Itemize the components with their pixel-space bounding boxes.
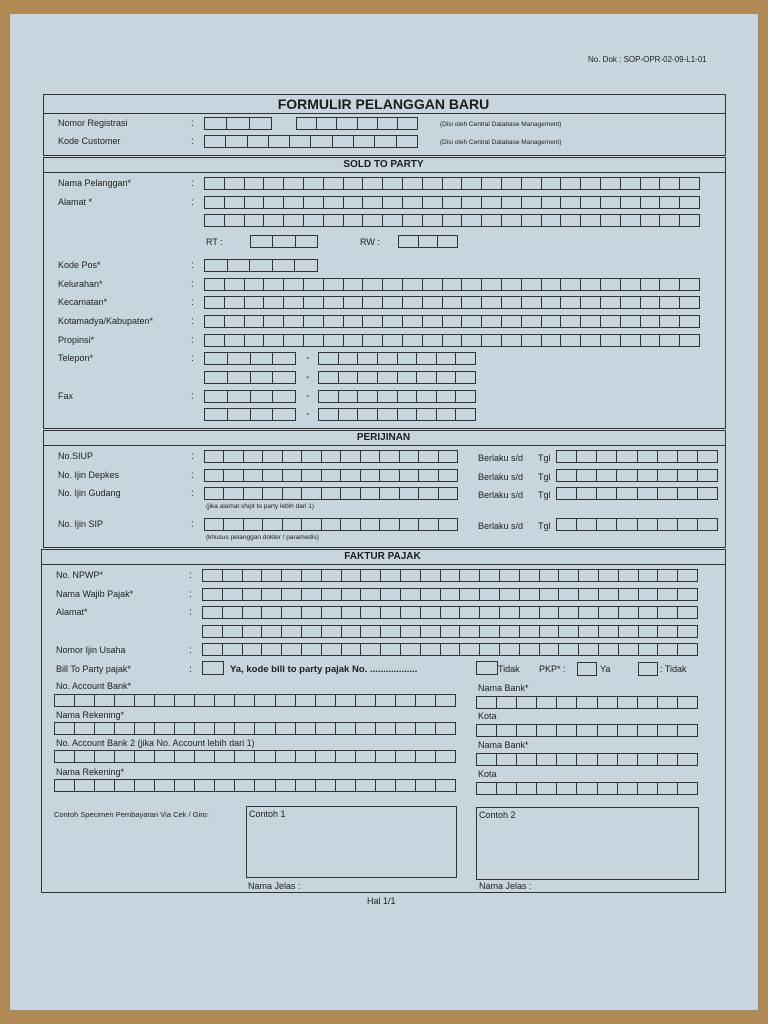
account-bank-label: No. Account Bank* <box>56 681 132 691</box>
rw-label: RW : <box>360 237 380 247</box>
nama-jelas-2-label: Nama Jelas : <box>479 881 532 891</box>
bill-to-ya-checkbox[interactable] <box>202 661 224 675</box>
sip-field[interactable] <box>204 518 458 531</box>
telepon-area-2[interactable] <box>204 371 296 384</box>
registrasi-note: (Disi oleh Central Database Management) <box>440 121 562 128</box>
kecamatan-label: Kecamatan* <box>58 297 108 307</box>
nama-rekening-2-label: Nama Rekening* <box>56 767 125 777</box>
colon: : <box>191 519 194 530</box>
faktur-divider <box>41 564 725 565</box>
gudang-label: No. Ijin Gudang <box>58 488 121 498</box>
nomor-registrasi-field-b[interactable] <box>296 117 418 130</box>
npwp-field[interactable] <box>202 569 698 582</box>
colon: : <box>189 589 192 600</box>
colon: : <box>189 607 192 618</box>
nama-rekening-label: Nama Rekening* <box>56 710 125 720</box>
kota-bank-field[interactable] <box>476 724 698 737</box>
pkp-label: PKP* : <box>539 664 566 674</box>
kota-2-label: Kota <box>478 769 497 779</box>
dash: - <box>306 372 310 383</box>
propinsi-label: Propinsi* <box>58 335 95 345</box>
sold-to-divider <box>43 172 725 173</box>
sip-berlaku-label: Berlaku s/d <box>478 521 524 531</box>
kota-bank-label: Kota <box>478 711 497 721</box>
kode-customer-field[interactable] <box>204 135 418 148</box>
dash: - <box>306 391 310 402</box>
kode-customer-label: Kode Customer <box>58 136 121 146</box>
bill-to-tidak-checkbox[interactable] <box>476 661 498 675</box>
telepon-area-1[interactable] <box>204 352 296 365</box>
pkp-tidak-checkbox[interactable] <box>638 662 658 676</box>
account-bank-field[interactable] <box>54 694 456 707</box>
perijinan-divider <box>43 445 725 446</box>
colon: : <box>191 335 194 346</box>
gudang-note: (jika alamat shipt to party lebih dari 1) <box>206 503 315 510</box>
kelurahan-field[interactable] <box>204 278 700 291</box>
siup-field[interactable] <box>204 450 458 463</box>
document-number: No. Dok : SOP-OPR-02-09-L1-01 <box>588 55 707 64</box>
siup-label: No.SIUP <box>58 451 94 461</box>
nama-bank-2-field[interactable] <box>476 753 698 766</box>
nama-wajib-pajak-field[interactable] <box>202 588 698 601</box>
depkes-field[interactable] <box>204 469 458 482</box>
depkes-berlaku-label: Berlaku s/d <box>478 472 524 482</box>
kelurahan-label: Kelurahan* <box>58 279 103 289</box>
colon: : <box>191 260 194 271</box>
nama-bank-field[interactable] <box>476 696 698 709</box>
telepon-label: Telepon* <box>58 353 94 363</box>
colon: : <box>189 570 192 581</box>
nama-jelas-1-label: Nama Jelas : <box>248 881 301 891</box>
nama-bank-2-label: Nama Bank* <box>478 740 529 750</box>
sip-label: No. Ijin SIP <box>58 519 104 529</box>
kode-pos-label: Kode Pos* <box>58 260 101 270</box>
bill-to-party-label: Bill To Party pajak* <box>56 664 131 674</box>
sip-date-field[interactable] <box>556 518 718 531</box>
contoh-2-box[interactable] <box>476 807 699 880</box>
dash: - <box>306 353 310 364</box>
colon: : <box>191 353 194 364</box>
sip-tgl-label: Tgl <box>538 521 551 531</box>
gudang-field[interactable] <box>204 487 458 500</box>
nama-pelanggan-label: Nama Pelanggan* <box>58 178 132 188</box>
faktur-alamat-label: Alamat* <box>56 607 88 617</box>
contoh-1-label: Contoh 1 <box>249 809 286 819</box>
telepon-number-1[interactable] <box>318 352 476 365</box>
nama-rekening-field[interactable] <box>54 722 456 735</box>
account-bank-2-field[interactable] <box>54 750 456 763</box>
faktur-alamat-field-2[interactable] <box>202 625 698 638</box>
nama-pelanggan-field[interactable] <box>204 177 700 190</box>
telepon-number-2[interactable] <box>318 371 476 384</box>
nomor-ijin-usaha-field[interactable] <box>202 643 698 656</box>
colon: : <box>191 118 194 129</box>
sold-to-title: SOLD TO PARTY <box>343 159 424 170</box>
nama-rekening-2-field[interactable] <box>54 779 456 792</box>
contoh-1-box[interactable] <box>246 806 457 878</box>
fax-area-1[interactable] <box>204 390 296 403</box>
fax-area-2[interactable] <box>204 408 296 421</box>
rt-label: RT : <box>206 237 223 247</box>
propinsi-field[interactable] <box>204 334 700 347</box>
siup-tgl-label: Tgl <box>538 453 551 463</box>
colon: : <box>191 488 194 499</box>
nama-wajib-pajak-label: Nama Wajib Pajak* <box>56 589 134 599</box>
faktur-alamat-field-1[interactable] <box>202 606 698 619</box>
nomor-ijin-usaha-label: Nomor Ijin Usaha <box>56 645 126 655</box>
rw-field[interactable] <box>398 235 458 248</box>
kecamatan-field[interactable] <box>204 296 700 309</box>
gudang-date-field[interactable] <box>556 487 718 500</box>
colon: : <box>191 197 194 208</box>
kota-field[interactable] <box>204 315 700 328</box>
bill-to-ya-label: Ya, kode bill to party pajak No. .................. <box>230 664 418 675</box>
title-divider <box>43 113 725 114</box>
rt-field[interactable] <box>250 235 318 248</box>
specimen-label: Contoh Specimen Pembayaran Via Cek / Giro: <box>54 810 209 819</box>
form-title: FORMULIR PELANGGAN BARU <box>277 96 490 112</box>
page-number: Hal 1/1 <box>367 896 396 906</box>
bill-to-tidak-label: Tidak <box>498 664 520 674</box>
faktur-title: FAKTUR PAJAK <box>344 551 421 562</box>
colon: : <box>191 178 194 189</box>
pkp-tidak-label: : Tidak <box>660 664 687 674</box>
colon: : <box>191 391 194 402</box>
colon: : <box>191 451 194 462</box>
alamat-field-1[interactable] <box>204 196 700 209</box>
npwp-label: No. NPWP* <box>56 570 104 580</box>
fax-number-2[interactable] <box>318 408 476 421</box>
colon: : <box>191 316 194 327</box>
nama-bank-label: Nama Bank* <box>478 683 529 693</box>
kota-2-field[interactable] <box>476 782 698 795</box>
depkes-date-field[interactable] <box>556 469 718 482</box>
alamat-label: Alamat * <box>58 197 93 207</box>
depkes-label: No. Ijin Depkes <box>58 470 120 480</box>
pkp-ya-label: Ya <box>600 664 611 674</box>
account-bank-2-label: No. Account Bank 2 (jika No. Account lebih dari 1) <box>56 738 255 748</box>
colon: : <box>189 664 192 675</box>
kode-pos-field[interactable] <box>204 259 318 272</box>
colon: : <box>191 470 194 481</box>
fax-number-1[interactable] <box>318 390 476 403</box>
nomor-registrasi-label: Nomor Registrasi <box>58 118 128 128</box>
colon: : <box>189 645 192 656</box>
contoh-2-label: Contoh 2 <box>479 810 516 820</box>
customer-note: (Disi oleh Central Database Management) <box>440 139 562 146</box>
gudang-tgl-label: Tgl <box>538 490 551 500</box>
dash: - <box>306 409 310 420</box>
alamat-field-2[interactable] <box>204 214 700 227</box>
sip-note: (khusus pelanggan dokter / paramedis) <box>206 534 319 541</box>
colon: : <box>191 279 194 290</box>
siup-date-field[interactable] <box>556 450 718 463</box>
fax-label: Fax <box>58 391 74 401</box>
perijinan-title: PERIJINAN <box>356 432 411 443</box>
colon: : <box>191 297 194 308</box>
depkes-tgl-label: Tgl <box>538 472 551 482</box>
siup-berlaku-label: Berlaku s/d <box>478 453 524 463</box>
pkp-ya-checkbox[interactable] <box>577 662 597 676</box>
colon: : <box>191 136 194 147</box>
gudang-berlaku-label: Berlaku s/d <box>478 490 524 500</box>
nomor-registrasi-field-a[interactable] <box>204 117 272 130</box>
kota-label: Kotamadya/Kabupaten* <box>58 316 154 326</box>
